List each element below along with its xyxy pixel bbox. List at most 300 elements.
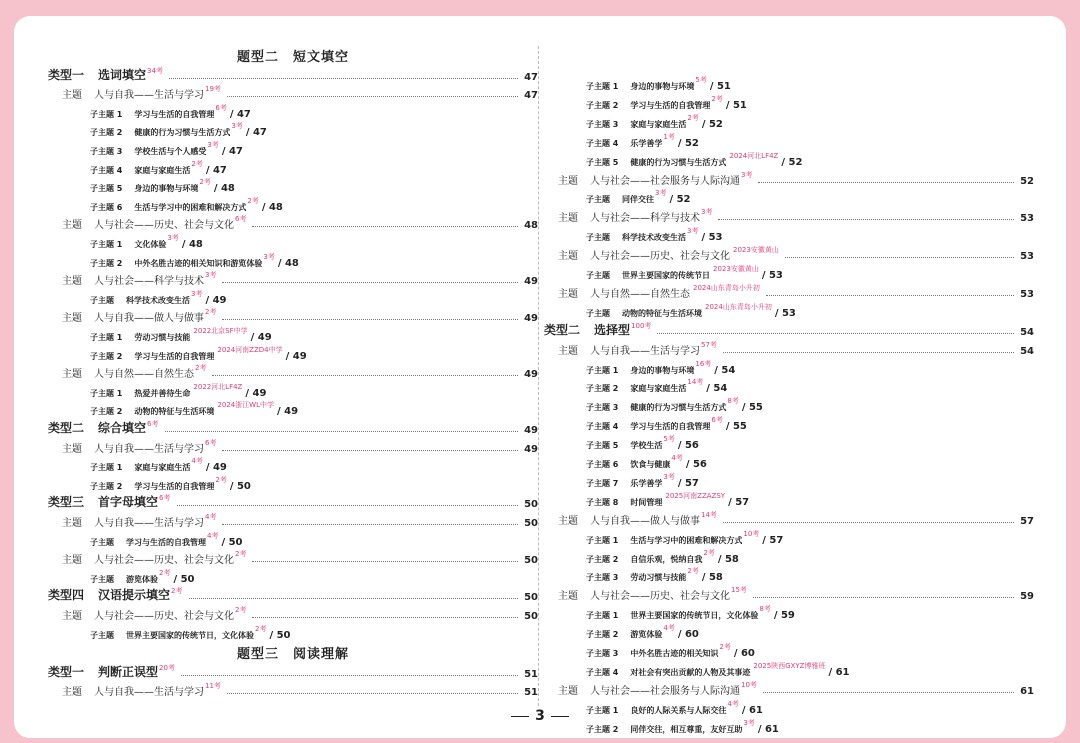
dot-leader <box>177 505 519 506</box>
toc-entry-title: 学习与生活的自我管理 <box>630 422 711 432</box>
toc-sub-entry[interactable] <box>544 376 1034 394</box>
dot-leader <box>763 692 1014 693</box>
toc-entry-title: 学习与生活的自我管理 <box>134 109 215 119</box>
toc-sub-entry[interactable] <box>48 158 538 176</box>
toc-topic-entry[interactable] <box>544 282 1034 300</box>
toc-entry-text <box>544 491 726 508</box>
toc-entry-text <box>48 178 211 194</box>
toc-entry-title: 选择型 <box>594 322 631 337</box>
toc-page-number: / 56 <box>685 459 707 470</box>
toc-entry-title: 人与社会——历史、社会与文化 <box>590 591 730 603</box>
toc-entry-label: 子主题 1 <box>90 333 123 342</box>
exam-count-badge: 10考 <box>741 680 757 689</box>
section-heading: 题型二 短文填空 <box>236 50 349 65</box>
exam-count-badge: 6考 <box>711 416 723 425</box>
toc-entry-title: 游览体验 <box>630 630 663 640</box>
toc-entry-text <box>48 345 283 362</box>
exam-count-badge: 15考 <box>731 586 747 595</box>
toc-page-number: 49 <box>524 425 538 436</box>
exam-count-badge: 11考 <box>205 682 221 691</box>
toc-entry-label: 类型二 <box>544 322 581 337</box>
exam-count-badge: 20考 <box>159 663 175 672</box>
toc-entry-title: 家庭与家庭生活 <box>630 119 687 129</box>
toc-entry-title: 人与自我——生活与学习 <box>94 687 204 699</box>
toc-sub-entry[interactable] <box>544 131 1034 149</box>
exam-count-badge: 14考 <box>701 510 717 519</box>
dot-leader <box>222 450 518 451</box>
toc-topic-entry[interactable] <box>544 169 1034 187</box>
toc-entry-text <box>544 172 752 187</box>
toc-entry-label: 子主题 1 <box>90 109 123 119</box>
toc-entry-title: 饮食与健康 <box>630 460 671 469</box>
toc-sub-entry[interactable] <box>48 102 538 120</box>
toc-entry-text <box>48 122 243 138</box>
toc-entry-title: 学习与生活的自我管理 <box>134 481 215 491</box>
dot-leader <box>723 352 1014 353</box>
toc-entry-title: 家庭与家庭生活 <box>630 384 687 394</box>
toc-sub-entry[interactable] <box>48 325 538 343</box>
toc-sub-entry[interactable] <box>544 358 1034 376</box>
exam-count-badge: 4考 <box>671 454 683 462</box>
toc-entry-text <box>48 159 203 176</box>
toc-entry-text <box>544 227 699 243</box>
toc-entry-title: 人与社会——科学与技术 <box>590 213 700 225</box>
toc-entry-title: 科学技术改变生活 <box>126 295 190 305</box>
toc-entry-title: 学习与生活的自我管理 <box>630 100 711 110</box>
toc-topic-entry[interactable] <box>48 83 538 101</box>
toc-sub-entry[interactable] <box>48 623 538 641</box>
toc-page-number: / 61 <box>741 704 763 716</box>
toc-sub-entry[interactable] <box>48 288 538 306</box>
toc-topic-entry[interactable] <box>48 511 538 529</box>
source-tag: 2025陕西GXYZ博雅班 <box>753 661 826 670</box>
toc-entry-title: 动物的特征与生活环境 <box>622 308 702 318</box>
toc-topic-entry[interactable] <box>48 269 538 287</box>
toc-entry-label: 子主题 2 <box>586 724 619 734</box>
toc-topic-entry[interactable] <box>544 339 1034 357</box>
toc-page-number: / 50 <box>269 629 291 641</box>
toc-entry-label: 子主题 2 <box>586 384 619 394</box>
toc-entry-label: 子主题 3 <box>586 403 619 413</box>
exam-count-badge: 4考 <box>727 699 739 708</box>
exam-count-badge: 3考 <box>191 289 203 298</box>
exam-count-badge: 6考 <box>159 494 171 503</box>
toc-entry-text <box>544 342 717 357</box>
toc-entry-label: 子主题 1 <box>90 388 123 398</box>
toc-entry-label: 子主题 2 <box>90 481 123 491</box>
toc-entry-title: 中外名胜古迹的相关知识和游览体验 <box>134 258 263 268</box>
toc-entry-text <box>544 397 739 413</box>
toc-entry-label: 类型三 <box>48 495 85 510</box>
toc-page-number: / 58 <box>717 553 739 565</box>
toc-entry-title: 世界主要国家的传统节日 <box>622 271 710 280</box>
toc-page-number: / 54 <box>714 364 736 376</box>
toc-topic-entry[interactable] <box>48 680 538 698</box>
toc-sub-entry[interactable] <box>48 530 538 548</box>
toc-entry-text <box>48 86 221 101</box>
toc-entry-label: 子主题 2 <box>90 128 123 138</box>
toc-entry-label: 子主题 4 <box>586 667 619 677</box>
toc-sub-entry[interactable] <box>48 251 538 269</box>
source-tag: 2024山东青岛小升初 <box>693 283 760 292</box>
toc-entry-title: 世界主要国家的传统节日，文化体验 <box>126 630 254 640</box>
toc-page-number: / 58 <box>701 572 723 584</box>
toc-entry-label: 主题 <box>558 345 578 357</box>
toc-page-number: 50 <box>524 518 538 529</box>
toc-entry-label: 子主题 6 <box>586 460 619 469</box>
toc-sub-entry[interactable] <box>544 150 1034 168</box>
toc-entry-text <box>48 568 171 585</box>
dot-leader <box>723 522 1014 523</box>
toc-entry-title: 人与社会——历史、社会与文化 <box>94 611 234 622</box>
toc-page-number: / 47 <box>245 127 267 139</box>
toc-entry-title: 身边的事物与环境 <box>134 184 199 194</box>
exam-count-badge: 4考 <box>191 457 203 466</box>
toc-sub-entry[interactable] <box>544 112 1034 130</box>
toc-entry-title: 人与社会——社会服务与人际沟通 <box>590 685 740 697</box>
exam-count-badge: 100考 <box>631 321 652 330</box>
exam-count-badge: 2考 <box>235 550 247 559</box>
toc-sub-entry[interactable] <box>48 120 538 138</box>
exam-count-badge: 2考 <box>235 606 247 614</box>
exam-count-badge: 2考 <box>719 643 731 651</box>
toc-page-number: 54 <box>1020 345 1034 357</box>
toc-page-number: 50 <box>524 555 538 567</box>
toc-page-number: 47 <box>524 90 538 102</box>
exam-count-badge: 2考 <box>711 94 723 103</box>
toc-entry-label: 子主题 <box>90 295 114 305</box>
toc-sub-entry[interactable] <box>544 74 1034 92</box>
exam-count-badge: 8考 <box>759 605 771 614</box>
toc-entry-text <box>48 551 246 566</box>
toc-page-number: / 50 <box>173 573 195 585</box>
toc-sub-entry[interactable] <box>544 490 1034 508</box>
exam-count-badge: 8考 <box>727 397 739 406</box>
toc-entry-text <box>48 141 219 157</box>
toc-entry-label: 类型一 <box>48 67 85 82</box>
toc-page-number: 50 <box>524 611 538 622</box>
source-tag: 2022河北LF4Z <box>193 382 243 391</box>
toc-topic-entry[interactable] <box>48 362 538 380</box>
dot-leader <box>785 257 1014 258</box>
toc-entry-title: 学校生活与个人感受 <box>134 147 207 156</box>
toc-topic-entry[interactable] <box>544 206 1034 224</box>
toc-entry-title: 学习与生活的自我管理 <box>126 537 206 547</box>
toc-topic-entry[interactable] <box>544 244 1034 262</box>
exam-count-badge: 2考 <box>199 178 211 187</box>
dot-leader <box>222 282 518 283</box>
toc-type-entry[interactable] <box>48 585 538 603</box>
toc-page-number: 48 <box>524 220 538 232</box>
toc-page-number: 53 <box>1020 288 1034 300</box>
toc-entry-label: 子主题 1 <box>586 82 619 91</box>
toc-entry-text <box>48 401 274 417</box>
exam-count-badge: 3考 <box>701 208 713 217</box>
exam-count-badge: 2考 <box>687 113 699 122</box>
toc-entry-title: 家庭与家庭生活 <box>134 463 191 473</box>
toc-sub-entry[interactable] <box>544 622 1034 640</box>
toc-sub-entry[interactable] <box>544 547 1034 565</box>
toc-page-number: / 48 <box>181 239 203 250</box>
toc-sub-entry[interactable] <box>48 139 538 157</box>
toc-entry-text <box>544 567 699 583</box>
toc-entry-text <box>544 359 712 376</box>
exam-count-badge: 3考 <box>167 234 179 242</box>
toc-entry-label: 主题 <box>558 591 578 603</box>
toc-entry-text <box>48 309 216 324</box>
toc-entry-title: 时间管理 <box>630 497 663 507</box>
toc-type-entry[interactable] <box>48 492 538 510</box>
toc-entry-text <box>544 682 757 697</box>
toc-page-number: / 56 <box>677 440 699 452</box>
toc-sub-entry[interactable] <box>544 93 1034 111</box>
dot-leader <box>189 598 519 599</box>
exam-count-badge: 1考 <box>663 132 675 141</box>
dot-leader <box>222 319 518 320</box>
toc-page-number: / 49 <box>285 350 307 362</box>
exam-count-badge: 2考 <box>255 624 267 633</box>
toc-topic-entry[interactable] <box>544 584 1034 602</box>
toc-entry-text <box>48 493 171 510</box>
toc-entry-title: 劳动习惯与技能 <box>630 573 687 583</box>
exam-count-badge: 3考 <box>655 189 667 198</box>
toc-type-entry[interactable] <box>48 65 538 83</box>
toc-sub-entry[interactable] <box>48 455 538 473</box>
exam-count-badge: 3考 <box>663 472 675 481</box>
exam-count-badge: 5考 <box>663 435 675 444</box>
dot-leader <box>181 675 518 676</box>
toc-sub-entry[interactable] <box>544 187 1034 205</box>
toc-page-number: / 57 <box>677 477 699 489</box>
toc-sub-entry[interactable] <box>544 433 1034 451</box>
toc-topic-entry[interactable] <box>48 213 538 231</box>
toc-entry-text <box>544 416 723 432</box>
toc-page-number: / 49 <box>205 294 227 306</box>
toc-type-entry[interactable] <box>48 662 538 680</box>
toc-entry-text <box>48 252 275 269</box>
toc-entry-label: 子主题 5 <box>586 441 619 451</box>
toc-entry-label: 子主题 2 <box>586 630 619 640</box>
toc-page-number: / 49 <box>205 462 227 474</box>
toc-page-number: / 47 <box>205 164 227 176</box>
toc-sub-entry[interactable] <box>48 399 538 417</box>
toc-page-number: / 60 <box>677 629 699 641</box>
toc-page-number: / 59 <box>773 610 795 622</box>
toc-sub-entry[interactable] <box>544 603 1034 621</box>
toc-sub-entry[interactable] <box>544 660 1034 678</box>
toc-entry-title: 判断正误型 <box>98 664 159 679</box>
toc-entry-title: 家庭与家庭生活 <box>134 165 191 175</box>
dot-leader <box>165 431 519 432</box>
dot-leader <box>169 78 518 79</box>
toc-entry-label: 子主题 3 <box>586 649 619 658</box>
toc-entry-label: 主题 <box>62 611 82 622</box>
dot-leader <box>252 617 518 618</box>
toc-entry-text <box>48 289 203 306</box>
toc-sub-entry[interactable] <box>48 567 538 585</box>
toc-entry-text <box>544 435 675 451</box>
toc-entry-text <box>544 548 715 565</box>
toc-page-number: / 50 <box>229 480 251 492</box>
toc-sub-entry[interactable] <box>544 452 1034 470</box>
toc-sub-entry[interactable] <box>544 395 1034 413</box>
toc-sub-entry[interactable] <box>48 381 538 399</box>
toc-entry-label: 主题 <box>62 220 82 232</box>
toc-entry-label: 子主题 3 <box>90 147 123 156</box>
toc-sub-entry[interactable] <box>544 471 1034 489</box>
toc-sub-entry[interactable] <box>544 225 1034 243</box>
toc-entry-text <box>544 76 707 92</box>
toc-page-number: / 49 <box>250 332 272 343</box>
exam-count-badge: 2考 <box>703 548 715 557</box>
toc-entry-label: 主题 <box>62 276 82 288</box>
toc-entry-title: 同伴交往 <box>622 195 654 205</box>
toc-page-number: 47 <box>524 71 538 83</box>
toc-page-number: 49 <box>524 276 538 288</box>
toc-topic-entry[interactable] <box>48 548 538 566</box>
toc-entry-title: 人与自我——生活与学习 <box>590 345 700 357</box>
toc-entry-text <box>48 234 179 250</box>
toc-page-number: / 50 <box>221 536 243 548</box>
toc-type-entry[interactable] <box>544 320 1034 338</box>
toc-entry-label: 子主题 1 <box>586 365 619 375</box>
toc-sub-entry[interactable] <box>544 565 1034 583</box>
toc-sub-entry[interactable] <box>544 641 1034 659</box>
toc-sub-entry[interactable] <box>48 232 538 250</box>
toc-entry-text <box>48 196 259 213</box>
toc-entry-label: 子主题 4 <box>586 138 619 148</box>
toc-entry-text <box>48 365 206 380</box>
toc-page-number: / 52 <box>781 156 803 168</box>
toc-entry-label: 主题 <box>62 90 82 102</box>
toc-page-number: / 48 <box>261 201 283 213</box>
toc-entry-label: 类型一 <box>48 664 85 679</box>
dot-leader <box>766 295 1014 296</box>
toc-entry-label: 类型二 <box>48 421 85 435</box>
toc-entry-text <box>544 643 731 659</box>
toc-entry-title: 中外名胜古迹的相关知识 <box>630 649 719 658</box>
toc-entry-title: 对社会有突出贡献的人物及其事迹 <box>630 667 751 677</box>
toc-entry-text <box>48 624 267 641</box>
toc-page-number: / 47 <box>221 146 243 157</box>
dot-leader <box>227 96 518 97</box>
toc-entry-title: 动物的特征与生活环境 <box>134 407 215 417</box>
toc-page-number: / 61 <box>757 723 779 735</box>
toc-entry-text <box>48 66 163 83</box>
toc-entry-title: 热爱并善待生命 <box>134 388 191 398</box>
toc-topic-entry[interactable] <box>544 509 1034 527</box>
toc-entry-label: 子主题 <box>586 308 610 318</box>
toc-entry-label: 子主题 2 <box>90 258 123 268</box>
toc-entry-title: 学校生活 <box>630 441 663 451</box>
toc-entry-label: 子主题 1 <box>586 611 619 621</box>
exam-count-badge: 2考 <box>171 587 183 596</box>
column-divider <box>538 46 539 706</box>
toc-page-number: / 48 <box>277 257 299 269</box>
toc-page-number: / 52 <box>669 194 691 206</box>
toc-sub-entry[interactable] <box>48 474 538 492</box>
toc-entry-label: 主题 <box>558 213 578 225</box>
toc-entry-text <box>544 472 675 489</box>
toc-entry-label: 子主题 <box>586 195 610 205</box>
toc-entry-text <box>544 189 667 205</box>
toc-entry-label: 子主题 1 <box>90 463 123 473</box>
toc-entry-text <box>544 209 712 224</box>
toc-entry-title: 世界主要国家的传统节日，文化体验 <box>630 611 759 621</box>
toc-entry-title: 人与社会——历史、社会与文化 <box>94 555 234 567</box>
toc-sub-entry[interactable] <box>48 344 538 362</box>
source-tag: 2023安徽黄山 <box>733 246 779 255</box>
dot-leader <box>222 524 518 525</box>
toc-entry-text <box>544 113 699 130</box>
toc-entry-text <box>48 216 246 231</box>
toc-sub-entry[interactable] <box>544 263 1034 281</box>
dot-leader <box>252 226 518 227</box>
toc-entry-label: 主题 <box>558 288 578 300</box>
toc-entry-text <box>48 475 227 492</box>
toc-entry-label: 子主题 5 <box>586 157 619 167</box>
page-footer <box>14 708 1066 724</box>
toc-sub-entry[interactable] <box>544 528 1034 546</box>
toc-sub-entry[interactable] <box>544 301 1034 319</box>
toc-page-number: / 52 <box>701 118 723 130</box>
toc-entry-label: 子主题 <box>90 537 114 547</box>
toc-entry-text <box>544 605 771 621</box>
toc-entry-label: 主题 <box>62 443 82 455</box>
toc-entry-label: 子主题 6 <box>90 202 123 212</box>
exam-count-badge: 6考 <box>147 420 159 428</box>
toc-topic-entry[interactable] <box>544 679 1034 697</box>
dot-leader <box>252 561 518 562</box>
toc-entry-label: 子主题 4 <box>586 422 619 432</box>
toc-topic-entry[interactable] <box>48 306 538 324</box>
toc-entry-title: 自信乐观，悦纳自我 <box>630 554 703 564</box>
toc-entry-title: 人与自我——生活与学习 <box>94 443 204 455</box>
toc-entry-text <box>544 321 651 338</box>
toc-type-entry[interactable] <box>48 418 538 436</box>
exam-count-badge: 3考 <box>231 122 243 131</box>
toc-page-number: 49 <box>524 443 538 455</box>
toc-page-number: / 51 <box>725 99 747 111</box>
exam-count-badge: 19考 <box>205 85 221 94</box>
toc-entry-label: 子主题 2 <box>90 407 123 417</box>
toc-entry-label: 子主题 2 <box>586 100 619 110</box>
toc-entry-title: 生活与学习中的困难和解决方式 <box>134 202 247 212</box>
toc-entry-text <box>48 327 248 343</box>
toc-entry-title: 人与自我——做人与做事 <box>94 313 204 325</box>
toc-page-number: / 49 <box>245 387 267 399</box>
toc-entry-title: 生活与学习中的困难和解决方式 <box>630 535 743 545</box>
toc-entry-label: 主题 <box>62 313 82 325</box>
toc-page-number: 59 <box>1020 591 1034 603</box>
source-tag: 2023安徽黄山 <box>713 265 759 273</box>
toc-sub-entry[interactable] <box>544 414 1034 432</box>
toc-topic-entry[interactable] <box>48 437 538 455</box>
exam-count-badge: 14考 <box>687 378 704 387</box>
toc-page-number: / 49 <box>277 406 299 418</box>
toc-entry-title: 学习与生活的自我管理 <box>134 351 215 361</box>
toc-page-number: 50 <box>524 499 538 511</box>
exam-count-badge: 2考 <box>159 568 171 577</box>
toc-entry-text <box>48 103 227 120</box>
toc-topic-entry[interactable] <box>48 604 538 622</box>
toc-sub-entry[interactable] <box>48 176 538 194</box>
toc-entry-title: 人与自我——生活与学习 <box>94 518 204 529</box>
toc-entry-title: 劳动习惯与技能 <box>134 333 191 342</box>
toc-sub-entry[interactable] <box>48 195 538 213</box>
toc-page-number: / 51 <box>709 81 731 92</box>
toc-entry-text <box>48 457 203 473</box>
